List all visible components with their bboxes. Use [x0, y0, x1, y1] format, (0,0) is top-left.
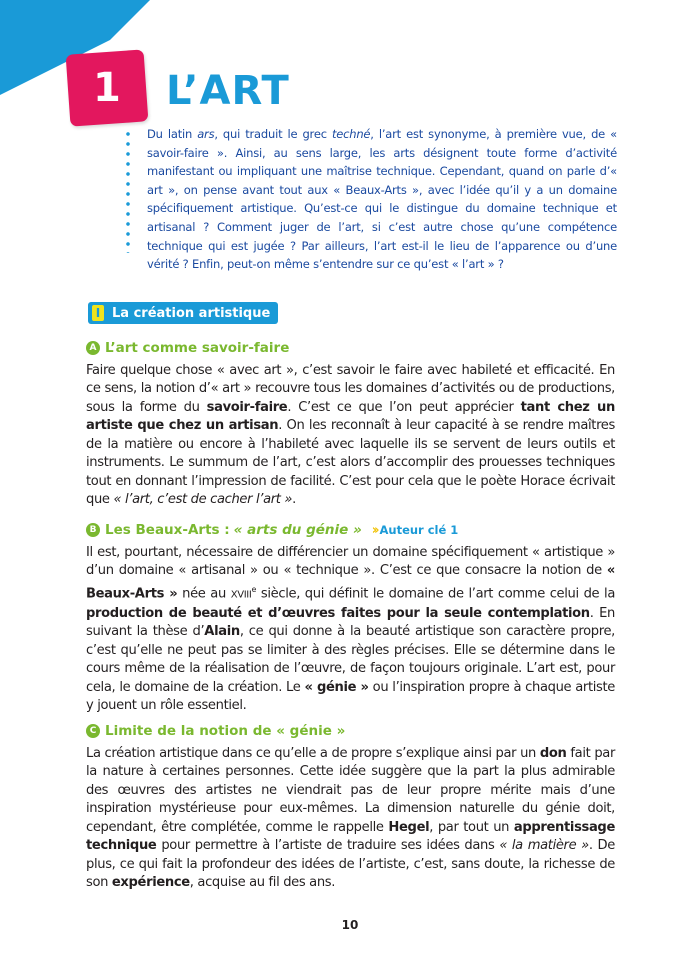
- key-author-label: Auteur clé 1: [379, 523, 459, 537]
- text-run: . De plus, ce qui fait la profondeur des idées de l’artiste, c’est, sans doute, la richesse de son: [86, 838, 615, 891]
- bold-term: tant chez un artiste que chez un artisan: [86, 399, 615, 434]
- bold-term: apprentissage technique: [86, 819, 615, 854]
- subsection-letter: A: [86, 341, 100, 355]
- chapter-number-badge: [66, 49, 149, 126]
- subsection-heading-b: [86, 522, 458, 538]
- bold-term: savoir-faire: [206, 399, 288, 415]
- text-run: Il est, pourtant, nécessaire de différencier un domaine spécifiquement « artistique » d’un domaine « artisanal » ou « technique ». C’est ce que consacre la notion de: [86, 545, 615, 579]
- bold-term: Alain: [204, 624, 240, 640]
- key-author-link[interactable]: [372, 523, 459, 538]
- italic-term: ars: [197, 127, 215, 141]
- text-run: , qui traduit le grec: [214, 127, 332, 141]
- dotted-rule: [125, 129, 131, 253]
- text-run: Faire quelque chose « avec art », c’est savoir le faire avec habileté et efficacité. En ce sens, la notion d’« art » recouvre tous les domaines d’activités ou de productions, sous la forme du: [86, 363, 615, 415]
- text-run: siècle, qui définit le domaine de l’art comme celui de la: [256, 586, 616, 602]
- text-run: , l’art est synonyme, à première vue, de « savoir-faire ». Ainsi, au sens large, les arts désignent toute forme d’activité manifestant ou impliquant une maîtrise technique. Cependant, quand on parle d’« art », on pense avant tout aux « Beaux-Arts », avec l’idée qu’il y a un domaine spécifiquement artistique. Qu’est-ce qui le distingue du domaine technique et artisanal ? Comment juger de l’art, si c’est autre chose qu’une compétence technique qui est jugée ? Par ailleurs, l’art est-il le lieu de l’apparence ou d’une vérité ? Enfin, peut-on même s’entendre sur ce qu’est « l’art » ?: [147, 127, 617, 272]
- section-number: I: [92, 305, 104, 321]
- superscript: e: [251, 584, 257, 594]
- bold-term: « génie »: [304, 679, 369, 695]
- chapter-number: 1: [93, 65, 121, 111]
- text-run: La création artistique dans ce qu’elle a de propre s’explique ainsi par un: [86, 746, 540, 761]
- italic-term: « la matière »: [499, 838, 589, 854]
- double-chevron-icon: ››: [371, 522, 377, 538]
- bold-term: don: [539, 746, 567, 761]
- bold-term: « Beaux-Arts »: [86, 563, 615, 602]
- text-run: née au: [177, 586, 231, 602]
- italic-term: techné: [331, 127, 371, 141]
- subsection-title: Les Beaux-Arts :: [105, 522, 230, 538]
- subsection-heading-c: [86, 723, 345, 739]
- text-run: . On les reconnaît à leur capacité à se rendre maîtres de la matière ou encore à l’habileté avec laquelle ils se servent de leurs outils et instruments. Le summum de l’art, c’est alors d’accomplir des prouesses techniques tout en donnant l’impression de facilité. C’est pour cela que le poète Horace écrivait que: [86, 418, 615, 508]
- subsection-title-italic: « arts du génie »: [233, 522, 362, 538]
- subsection-letter: C: [86, 724, 100, 738]
- text-run: pour permettre à l’artiste de traduire ses idées dans: [156, 838, 500, 854]
- text-run: Du latin: [147, 127, 198, 141]
- text-run: , acquise au fil des ans.: [189, 875, 336, 891]
- subsection-paragraph-b: [86, 544, 615, 715]
- subsection-paragraph-c: [86, 745, 615, 893]
- text-run: ou l’inspiration propre à chaque artiste y jouent un rôle essentiel.: [86, 679, 615, 713]
- text-run: .: [292, 492, 296, 508]
- bold-term: Hegel: [388, 819, 430, 835]
- text-run: . C’est ce que l’on peut apprécier: [287, 399, 521, 415]
- italic-term: « l’art, c’est de cacher l’art »: [113, 492, 293, 508]
- page-number: 10: [341, 918, 359, 932]
- chapter-title: L’ART: [166, 68, 290, 114]
- subsection-letter: B: [86, 523, 100, 537]
- subsection-title: L’art comme savoir-faire: [105, 340, 290, 356]
- section-title: La création artistique: [112, 305, 271, 321]
- text-run: fait par la nature à certaines personnes. Cette idée suggère que la part la plus admirable des œuvres des artistes ne viendrait pas de leur propre mérite mais d’une inspiration mystérieuse pour eux-mêmes. La dimension naturelle du génie doit, cependant, être complétée, comme le rappelle: [86, 746, 615, 835]
- subsection-paragraph-a: [86, 362, 615, 510]
- bold-term: production de beauté et d’œuvres faites pour la seule contemplation: [86, 605, 590, 621]
- text-run: . En suivant la thèse d’: [86, 605, 615, 640]
- bold-term: expérience: [111, 875, 190, 891]
- century-numeral: XVIII: [230, 589, 252, 601]
- chapter-intro: [147, 125, 617, 274]
- subsection-title: Limite de la notion de « génie »: [105, 723, 346, 739]
- text-run: , ce qui donne à la beauté artistique son caractère propre, c’est qu’elle ne peut pas se limiter à des règles précises. Elle se détermine dans le cours même de la réalisation de l’œuvre, de façon toujours originale. L’art est, pour cela, le domaine de la création. Le: [86, 624, 615, 695]
- subsection-heading-a: [86, 340, 289, 356]
- section-heading: [88, 302, 278, 324]
- text-run: , par tout un: [429, 819, 514, 835]
